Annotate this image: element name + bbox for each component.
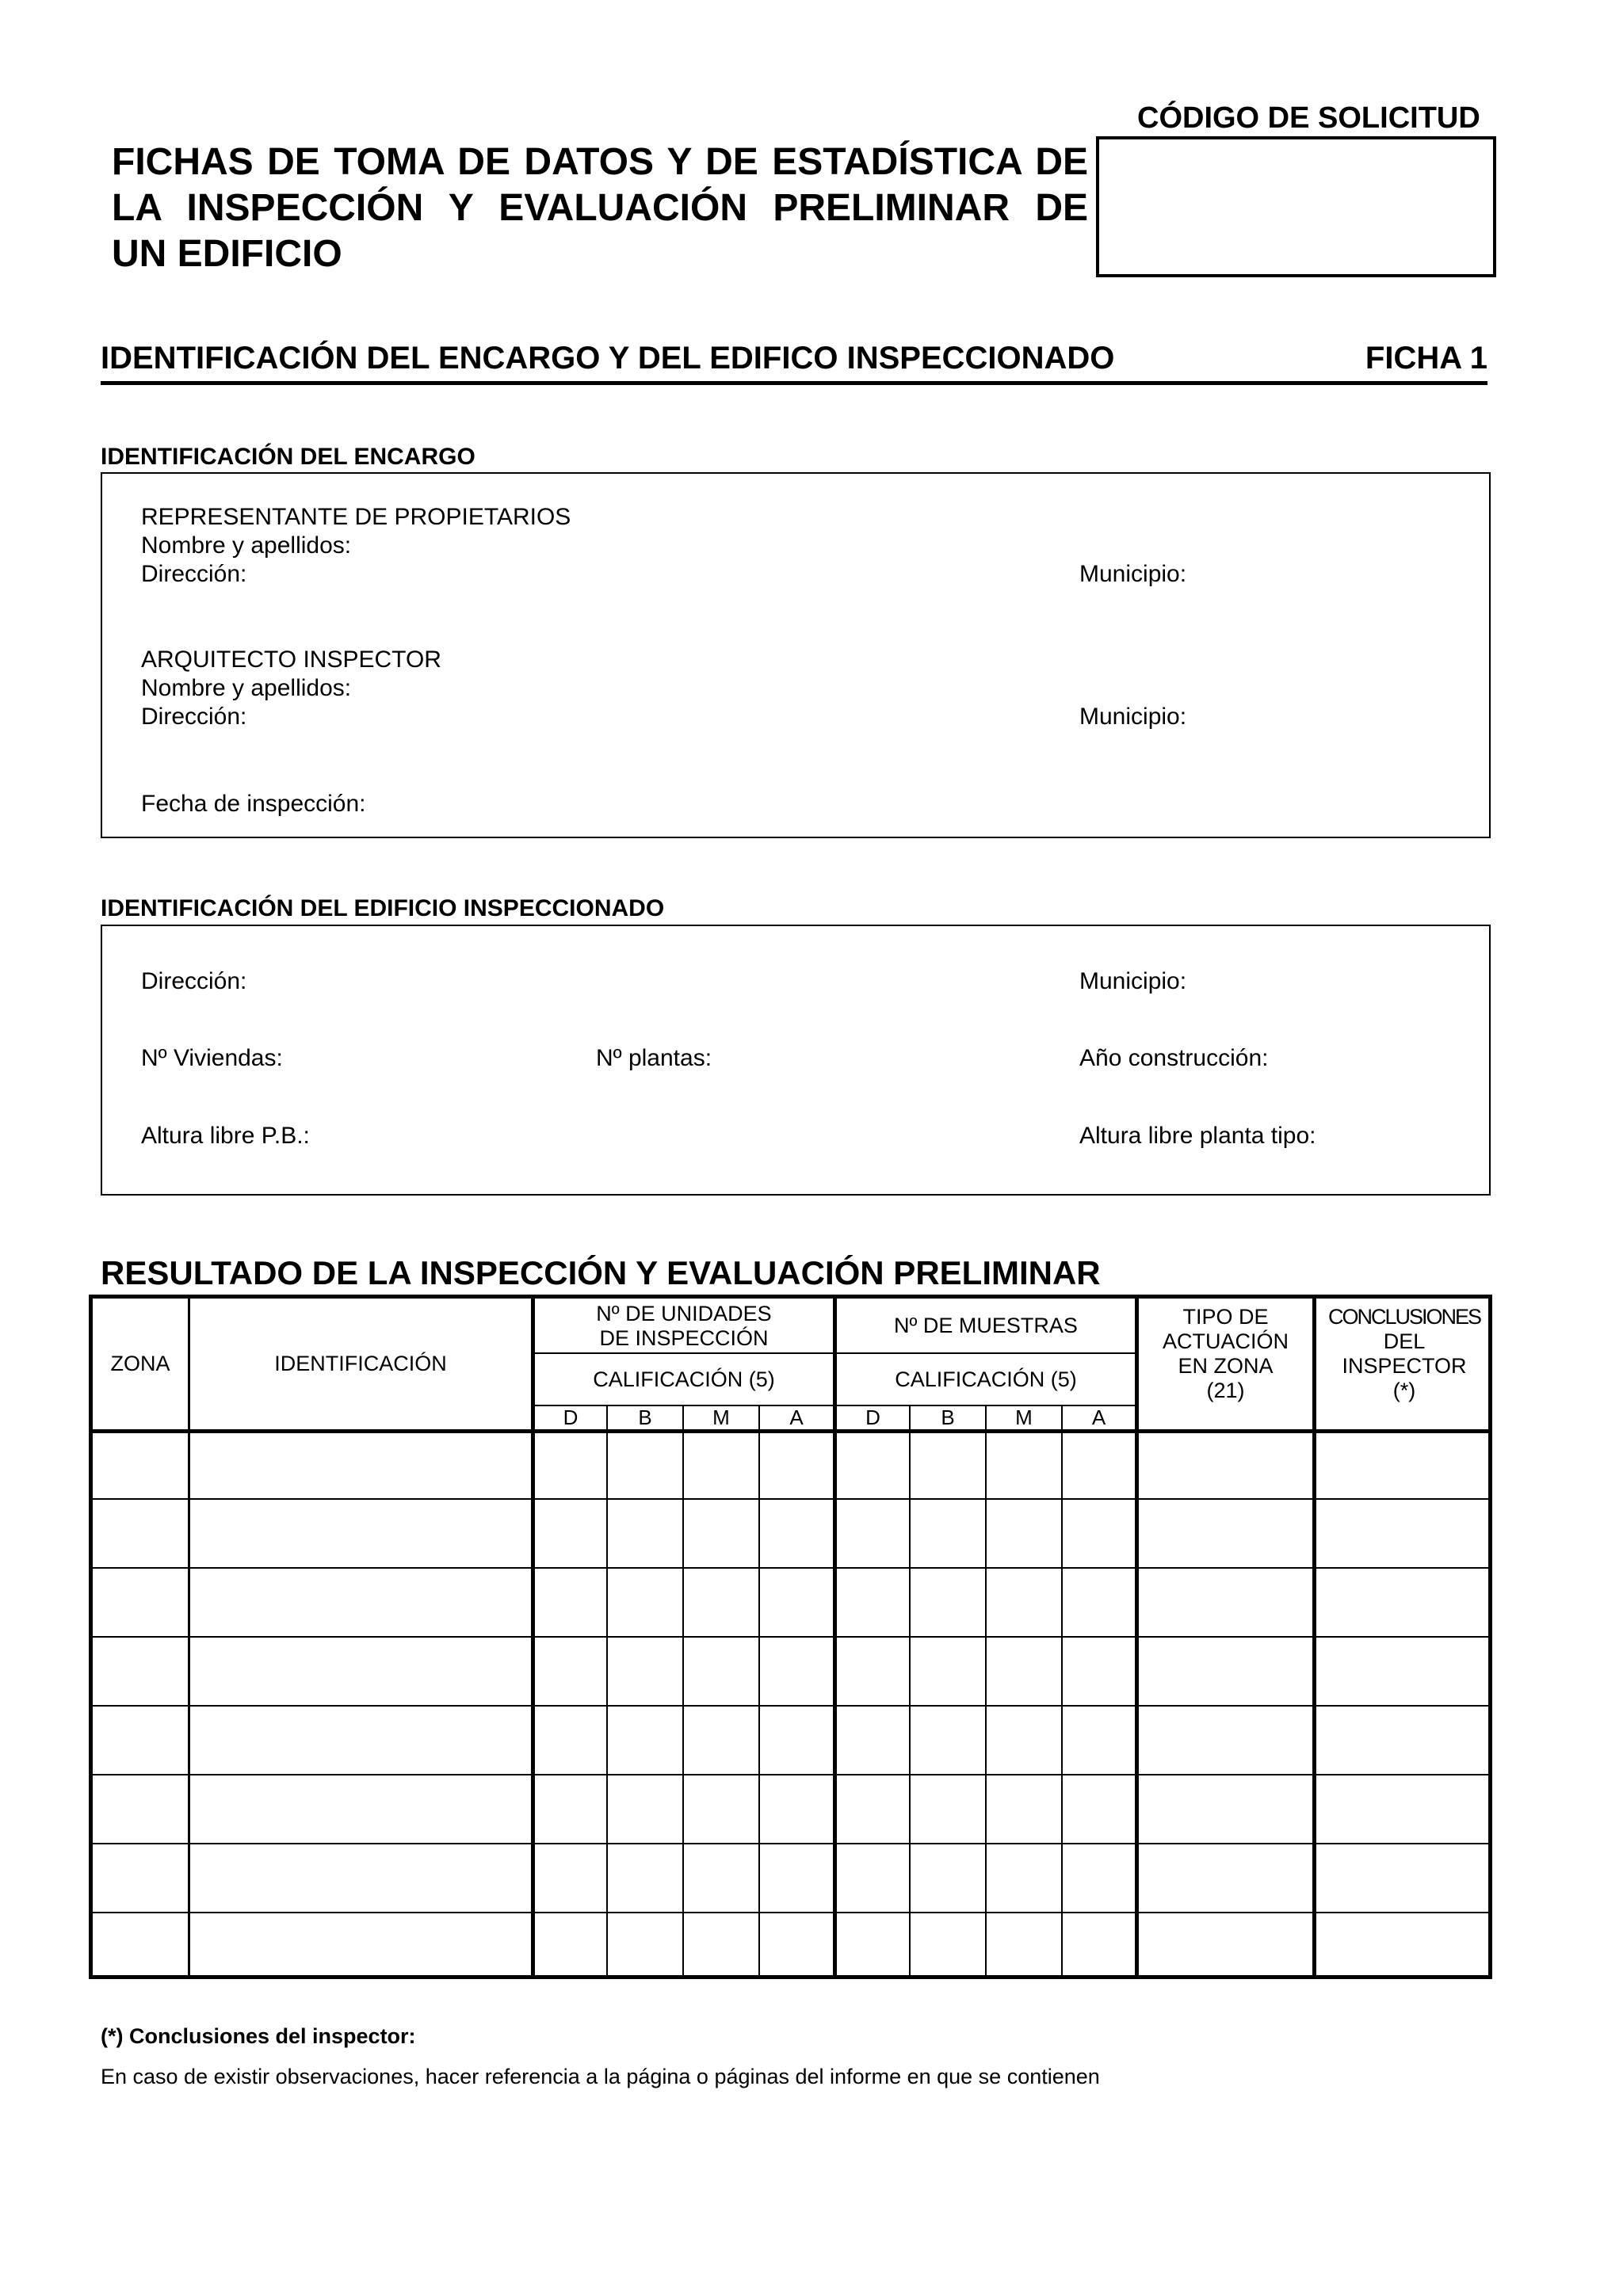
results-title: RESULTADO DE LA INSPECCIÓN Y EVALUACIÓN PRELIMINAR (101, 1254, 1101, 1291)
title-line-1: FICHAS DE TOMA DE DATOS Y DE ESTADÍSTICA DE (112, 141, 1088, 183)
table-row[interactable] (93, 1775, 1488, 1843)
col-zona-header: ZONA (110, 1352, 170, 1375)
arquitecto-municipio-field[interactable]: Municipio: (1079, 704, 1187, 730)
grade-d: D (563, 1405, 579, 1429)
table-row[interactable] (93, 1569, 1488, 1636)
plantas-field[interactable]: Nº plantas: (596, 1045, 712, 1071)
arquitecto-heading: ARQUITECTO INSPECTOR (141, 646, 441, 673)
edificio-title: IDENTIFICACIÓN DEL EDIFICIO INSPECCIONADO (101, 895, 665, 921)
encargo-title: IDENTIFICACIÓN DEL ENCARGO (101, 444, 475, 470)
muestras-calificacion-header: CALIFICACIÓN (5) (895, 1367, 1077, 1391)
representante-heading: REPRESENTANTE DE PROPIETARIOS (141, 504, 571, 530)
unidades-calificacion-header: CALIFICACIÓN (5) (593, 1367, 775, 1391)
document-title (112, 139, 1088, 277)
representante-direccion-field[interactable]: Dirección: (141, 561, 247, 587)
arquitecto-nombre-field[interactable]: Nombre y apellidos: (141, 675, 352, 701)
ficha-number: FICHA 1 (1365, 341, 1487, 376)
altura-planta-tipo-field[interactable]: Altura libre planta tipo: (1079, 1123, 1316, 1149)
grade-m: M (1015, 1405, 1033, 1429)
col-muestras-header: Nº DE MUESTRAS (894, 1313, 1078, 1337)
grade-m: M (712, 1405, 730, 1429)
col-tipo-actuacion-header: TIPO DE ACTUACIÓN EN ZONA (21) (1162, 1305, 1289, 1402)
fecha-inspeccion-field[interactable]: Fecha de inspección: (141, 791, 366, 817)
arquitecto-direccion-field[interactable]: Dirección: (141, 704, 247, 730)
representante-municipio-field[interactable]: Municipio: (1079, 561, 1187, 587)
results-table (89, 1295, 1492, 1979)
table-row[interactable] (93, 1844, 1488, 1912)
table-row[interactable] (93, 1707, 1488, 1774)
footnote-text: En caso de existir observaciones, hacer referencia a la página o páginas del informe en que se contienen (101, 2065, 1100, 2088)
table-row[interactable] (93, 1500, 1488, 1567)
section-divider (101, 381, 1487, 385)
altura-pb-field[interactable]: Altura libre P.B.: (141, 1123, 310, 1149)
col-conclusiones-header: CONCLUSIONES DEL INSPECTOR (*) (1327, 1305, 1481, 1402)
grade-b: B (941, 1405, 955, 1429)
table-row[interactable] (93, 1913, 1488, 1975)
grade-b: B (638, 1405, 652, 1429)
grade-d: D (865, 1405, 880, 1429)
title-line-2: LA INSPECCIÓN Y EVALUACIÓN PRELIMINAR DE (112, 187, 1088, 229)
col-unidades-header: Nº DE UNIDADES DE INSPECCIÓN (596, 1302, 772, 1350)
title-line-3: UN EDIFICIO (112, 233, 342, 275)
edificio-box (101, 925, 1491, 1196)
edificio-municipio-field[interactable]: Municipio: (1079, 968, 1187, 994)
section-title: IDENTIFICACIÓN DEL ENCARGO Y DEL EDIFICO INSPECCIONADO (101, 341, 1115, 376)
footnote-title: (*) Conclusiones del inspector: (101, 2024, 416, 2048)
grade-a: A (1091, 1405, 1106, 1429)
anio-construccion-field[interactable]: Año construcción: (1079, 1045, 1269, 1071)
codigo-solicitud-label: CÓDIGO DE SOLICITUD (1137, 101, 1480, 135)
codigo-solicitud-field[interactable] (1096, 136, 1496, 277)
grade-a: A (789, 1405, 804, 1429)
edificio-direccion-field[interactable]: Dirección: (141, 968, 247, 994)
table-row[interactable] (93, 1433, 1488, 1498)
representante-nombre-field[interactable]: Nombre y apellidos: (141, 532, 352, 559)
viviendas-field[interactable]: Nº Viviendas: (141, 1045, 283, 1071)
table-row[interactable] (93, 1638, 1488, 1705)
col-identificacion-header: IDENTIFICACIÓN (274, 1352, 447, 1375)
